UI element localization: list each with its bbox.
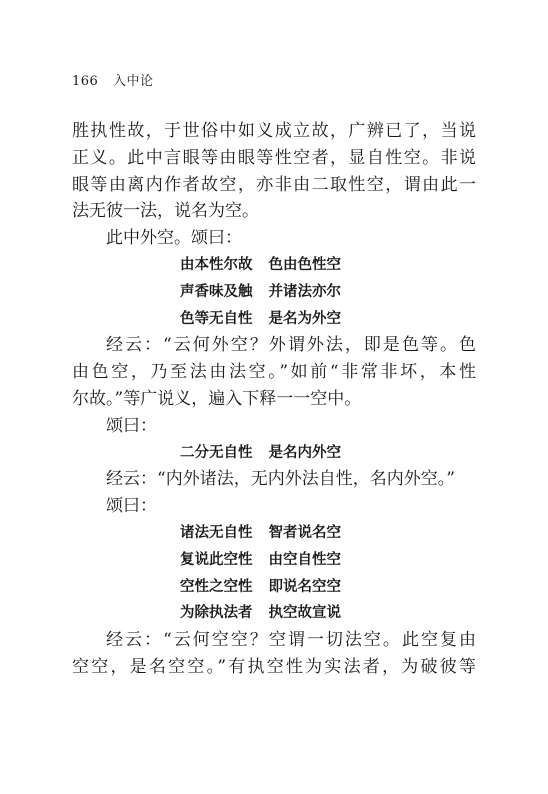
- text-line: 尔故。”等广说义，遍入下释一一空中。: [72, 388, 362, 409]
- verse-half: 智者说名空: [268, 524, 341, 541]
- verse-line: [72, 279, 476, 306]
- text-line: 此中外空。颂曰：: [106, 228, 242, 249]
- verse-half: 色等无自性: [180, 310, 253, 327]
- verse-half: 即说名空空: [268, 578, 341, 595]
- text-line: 经云：“内外诸法，无内外法自性，名内外空。”: [106, 469, 455, 490]
- verse-line: [72, 440, 476, 467]
- verse-half: 二分无自性: [180, 444, 253, 461]
- text-line: 胜执性故，于世俗中如义成立故，广辨已了，当说: [72, 121, 476, 141]
- verse-line: [72, 252, 476, 279]
- verse-line: [72, 306, 476, 333]
- running-header: [72, 70, 153, 89]
- page-body: [72, 118, 476, 681]
- text-line: 颂曰：: [106, 496, 157, 517]
- text-line: 正义。此中言眼等由眼等性空者，显自性空。非说: [72, 147, 476, 168]
- text-line: 由色空，乃至法由法空。”如前“非常非坏，本性: [72, 362, 476, 383]
- verse-line: [72, 600, 476, 627]
- verse-half: 为除执法者: [180, 605, 253, 622]
- verse-line: [72, 547, 476, 574]
- verse-half: 由空自性空: [268, 551, 341, 568]
- book-title: 入中论: [112, 74, 154, 89]
- verse-half: 并诸法亦尔: [268, 283, 341, 300]
- text-line: 经云：“云何空空？空谓一切法空。此空复由: [106, 630, 476, 651]
- verse-line: [72, 520, 476, 547]
- verse-half: 由本性尔故: [180, 256, 253, 273]
- text-line: 经云：“云何外空？外谓外法，即是色等。色: [106, 335, 476, 356]
- text-line: 颂曰：: [106, 415, 157, 436]
- verse-half: 空性之空性: [180, 578, 253, 595]
- text-line: 眼等由离内作者故空，亦非由二取性空，谓由此一: [72, 174, 476, 195]
- verse-half: 声香味及触: [180, 283, 253, 300]
- verse-half: 复说此空性: [180, 551, 253, 568]
- verse-half: 色由色性空: [268, 256, 341, 273]
- verse-half: 是名为外空: [268, 310, 341, 327]
- text-line: 法无彼一法，说名为空。: [72, 201, 259, 222]
- verse-half: 诸法无自性: [180, 524, 253, 541]
- verse-half: 是名内外空: [268, 444, 341, 461]
- text-line: 空空，是名空空。”有执空性为实法者，为破彼等: [72, 656, 476, 677]
- verse-line: [72, 574, 476, 601]
- page-number: 166: [72, 74, 99, 89]
- verse-half: 执空故宣说: [268, 605, 341, 622]
